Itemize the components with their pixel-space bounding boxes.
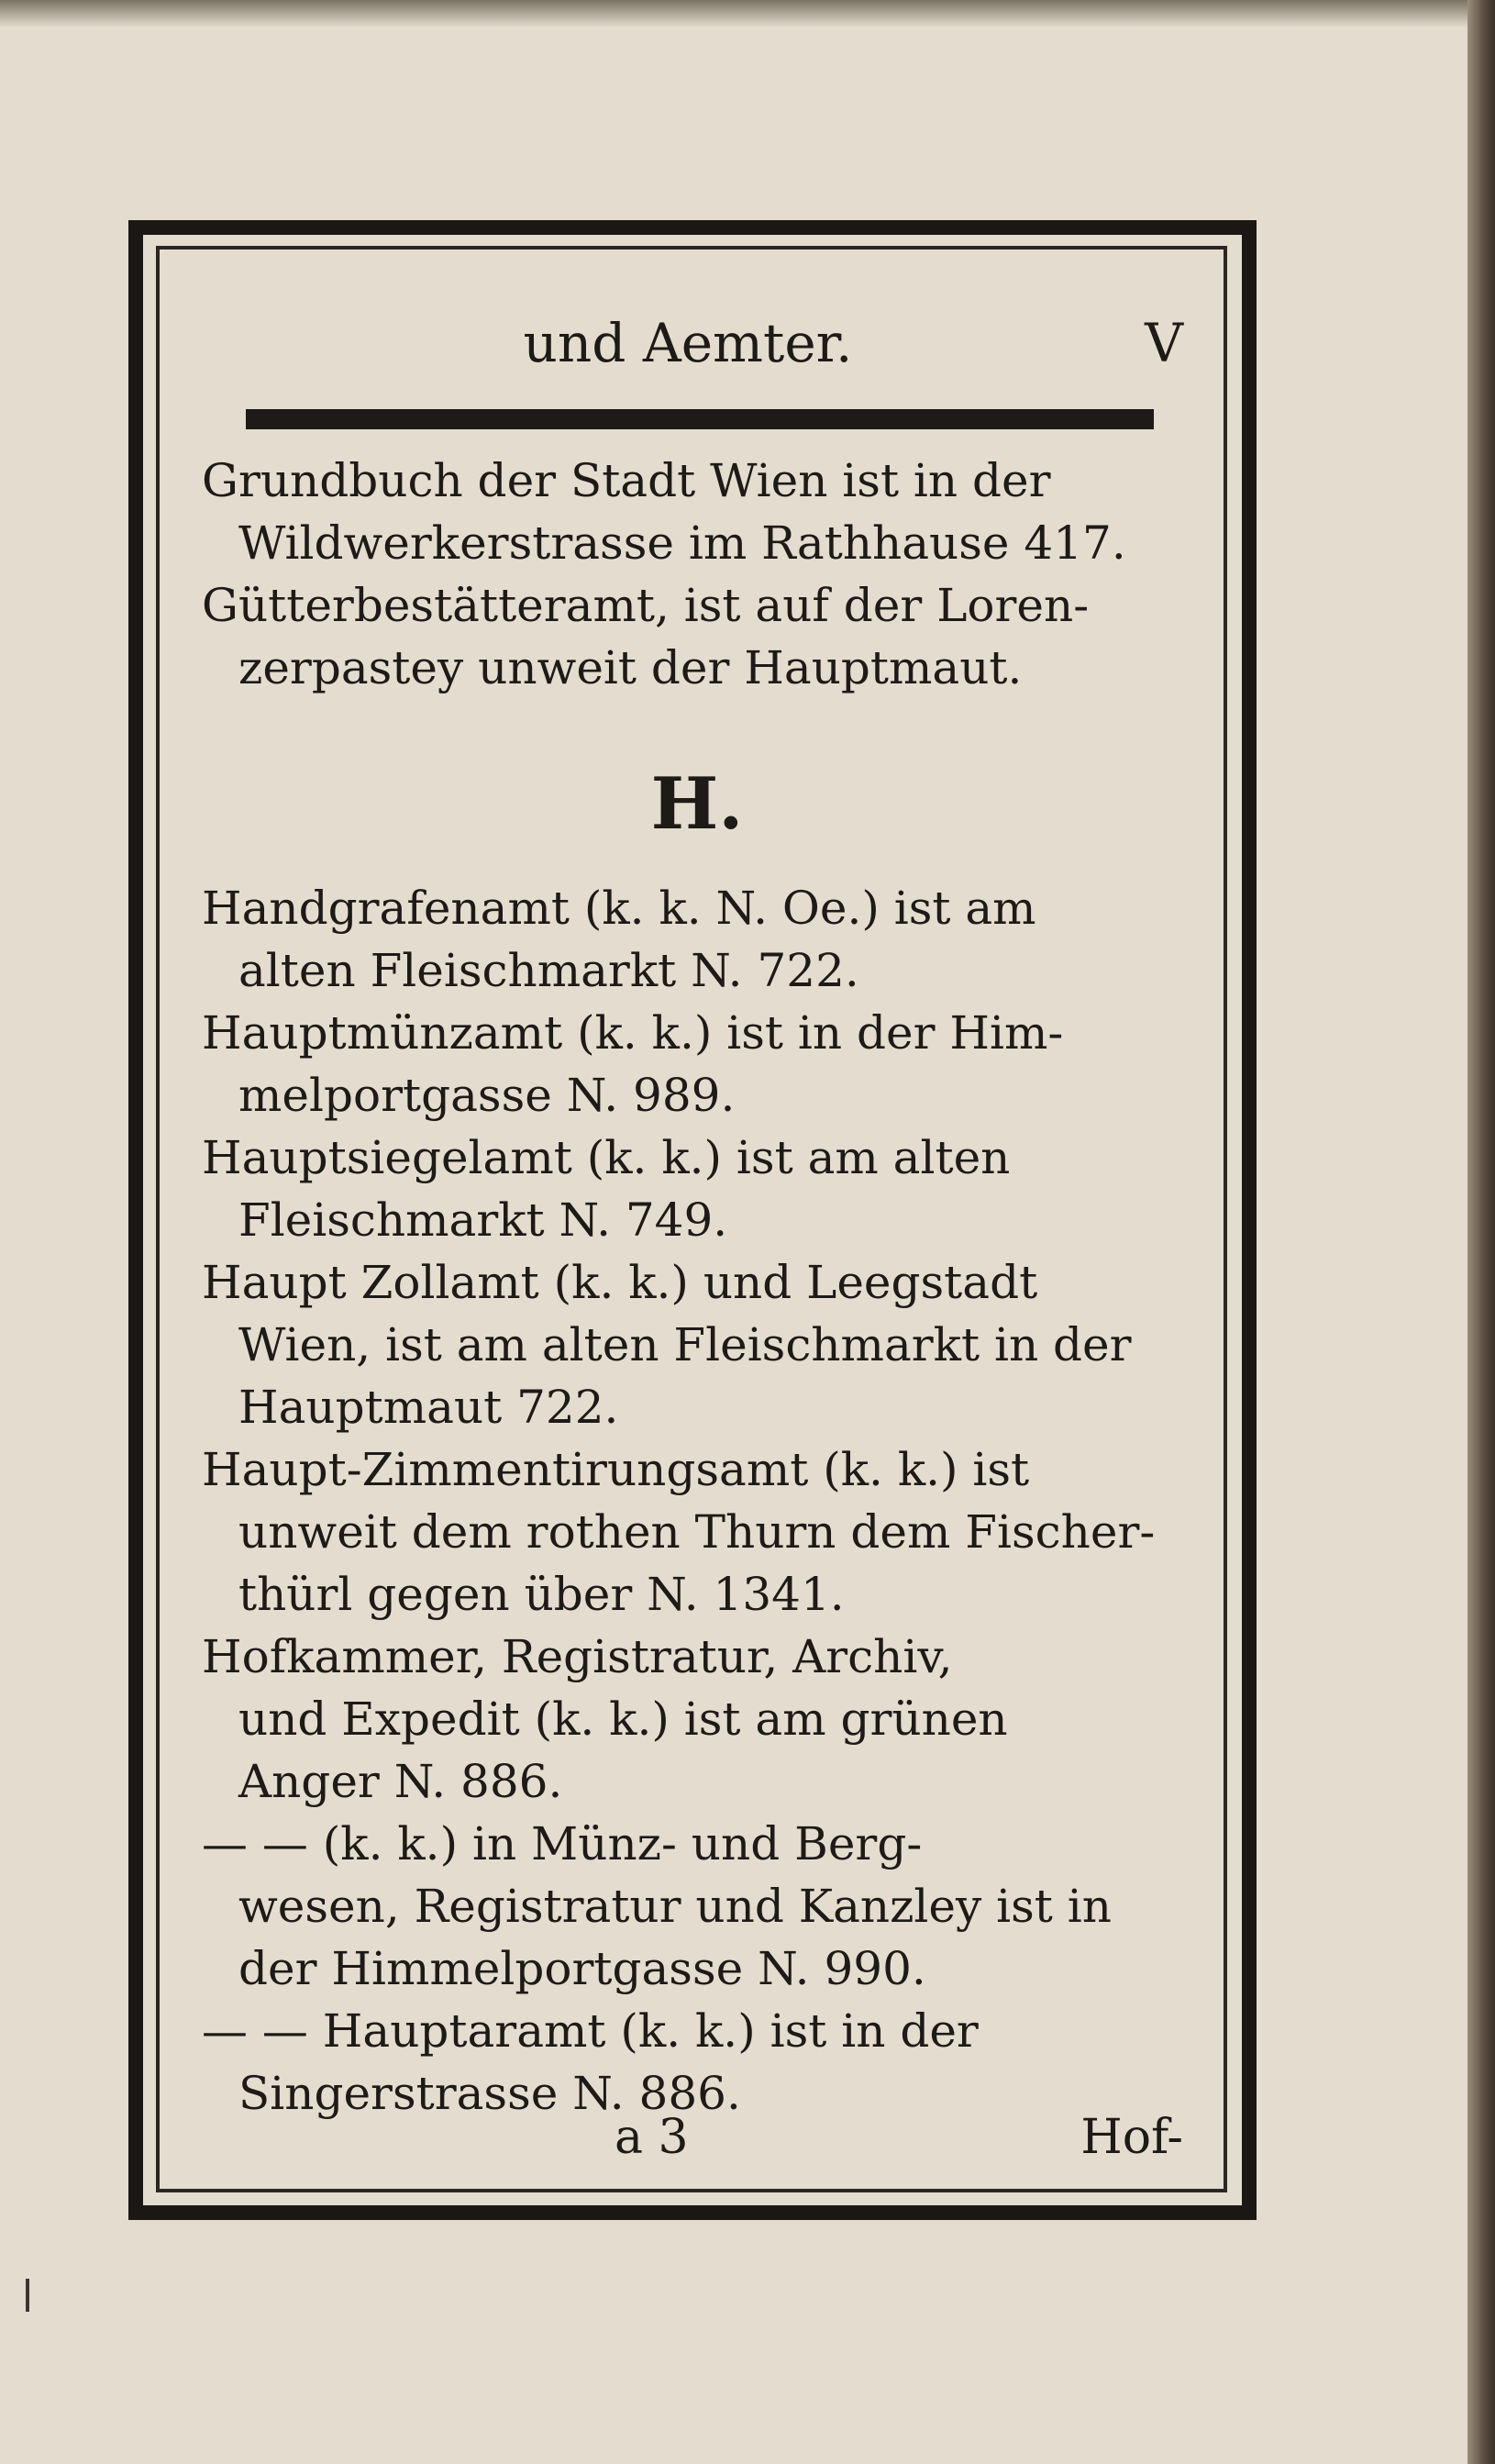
entry-first-line: — — (k. k.) in Münz- und Berg- (202, 1817, 923, 1870)
entry-continuation-line: alten Fleischmarkt N. 722. (238, 944, 859, 997)
entry-continuation-line: unweit dem rothen Thurn dem Fischer- (238, 1505, 1156, 1559)
signature-mark: a 3 (615, 2110, 689, 2165)
entry-continuation-line: Hauptmaut 722. (238, 1381, 619, 1434)
catchword: Hof- (1080, 2110, 1183, 2165)
directory-entry (202, 574, 1192, 699)
entry-first-line: Gütterbestätteramt, ist auf der Loren- (202, 579, 1090, 632)
book-spine-edge (1467, 0, 1495, 2464)
directory-entry (202, 1626, 1192, 1813)
entry-continuation-line: Wien, ist am alten Fleischmarkt in der (238, 1318, 1132, 1371)
entry-continuation-line: thürl gegen über N. 1341. (238, 1568, 845, 1621)
directory-entry (202, 1438, 1192, 1626)
running-header (165, 312, 1211, 385)
entry-continuation-line: wesen, Registratur und Kanzley ist in (238, 1880, 1112, 1933)
directory-entry (202, 1813, 1192, 2000)
directory-entry (202, 2000, 1192, 2125)
header-title: und Aemter. (523, 312, 853, 374)
header-rule (246, 409, 1154, 429)
directory-entry (202, 877, 1192, 1002)
entry-continuation-line: der Himmelportgasse N. 990. (238, 1942, 926, 1995)
entry-continuation-line: melportgasse N. 989. (238, 1069, 736, 1122)
top-edge-shadow (0, 0, 1467, 28)
entry-first-line: Grundbuch der Stadt Wien ist in der (202, 454, 1051, 507)
directory-entry (202, 450, 1192, 574)
entry-first-line: Haupt Zollamt (k. k.) und Leegstadt (202, 1256, 1038, 1309)
entry-first-line: — — Hauptaramt (k. k.) ist in der (202, 2004, 979, 2058)
page-footer (165, 2110, 1211, 2174)
section-heading: H. (650, 762, 744, 846)
directory-entry (202, 1127, 1192, 1251)
entry-first-line: Hofkammer, Registratur, Archiv, (202, 1630, 953, 1683)
entry-first-line: Haupt-Zimmentirungsamt (k. k.) ist (202, 1443, 1030, 1496)
directory-text (202, 450, 1192, 2125)
entry-continuation-line: Fleischmarkt N. 749. (238, 1193, 728, 1247)
directory-entry (202, 1002, 1192, 1127)
entry-continuation-line: Wildwerkerstrasse im Rathhause 417. (238, 516, 1126, 570)
entry-continuation-line: Singerstrasse N. 886. (238, 2067, 741, 2120)
entries-before-section (202, 450, 1192, 699)
entry-first-line: Handgrafenamt (k. k. N. Oe.) ist am (202, 882, 1036, 935)
entry-first-line: Hauptsiegelamt (k. k.) ist am alten (202, 1131, 1011, 1184)
margin-mark (26, 2279, 29, 2312)
entry-continuation-line: Anger N. 886. (238, 1755, 563, 1808)
page-number: V (1145, 312, 1183, 374)
directory-entry (202, 1251, 1192, 1438)
entry-first-line: Hauptmünzamt (k. k.) ist in der Him- (202, 1006, 1064, 1060)
entries-h-section (202, 877, 1192, 2125)
entry-continuation-line: zerpastey unweit der Hauptmaut. (238, 641, 1023, 694)
entry-continuation-line: und Expedit (k. k.) ist am grünen (238, 1693, 1008, 1746)
